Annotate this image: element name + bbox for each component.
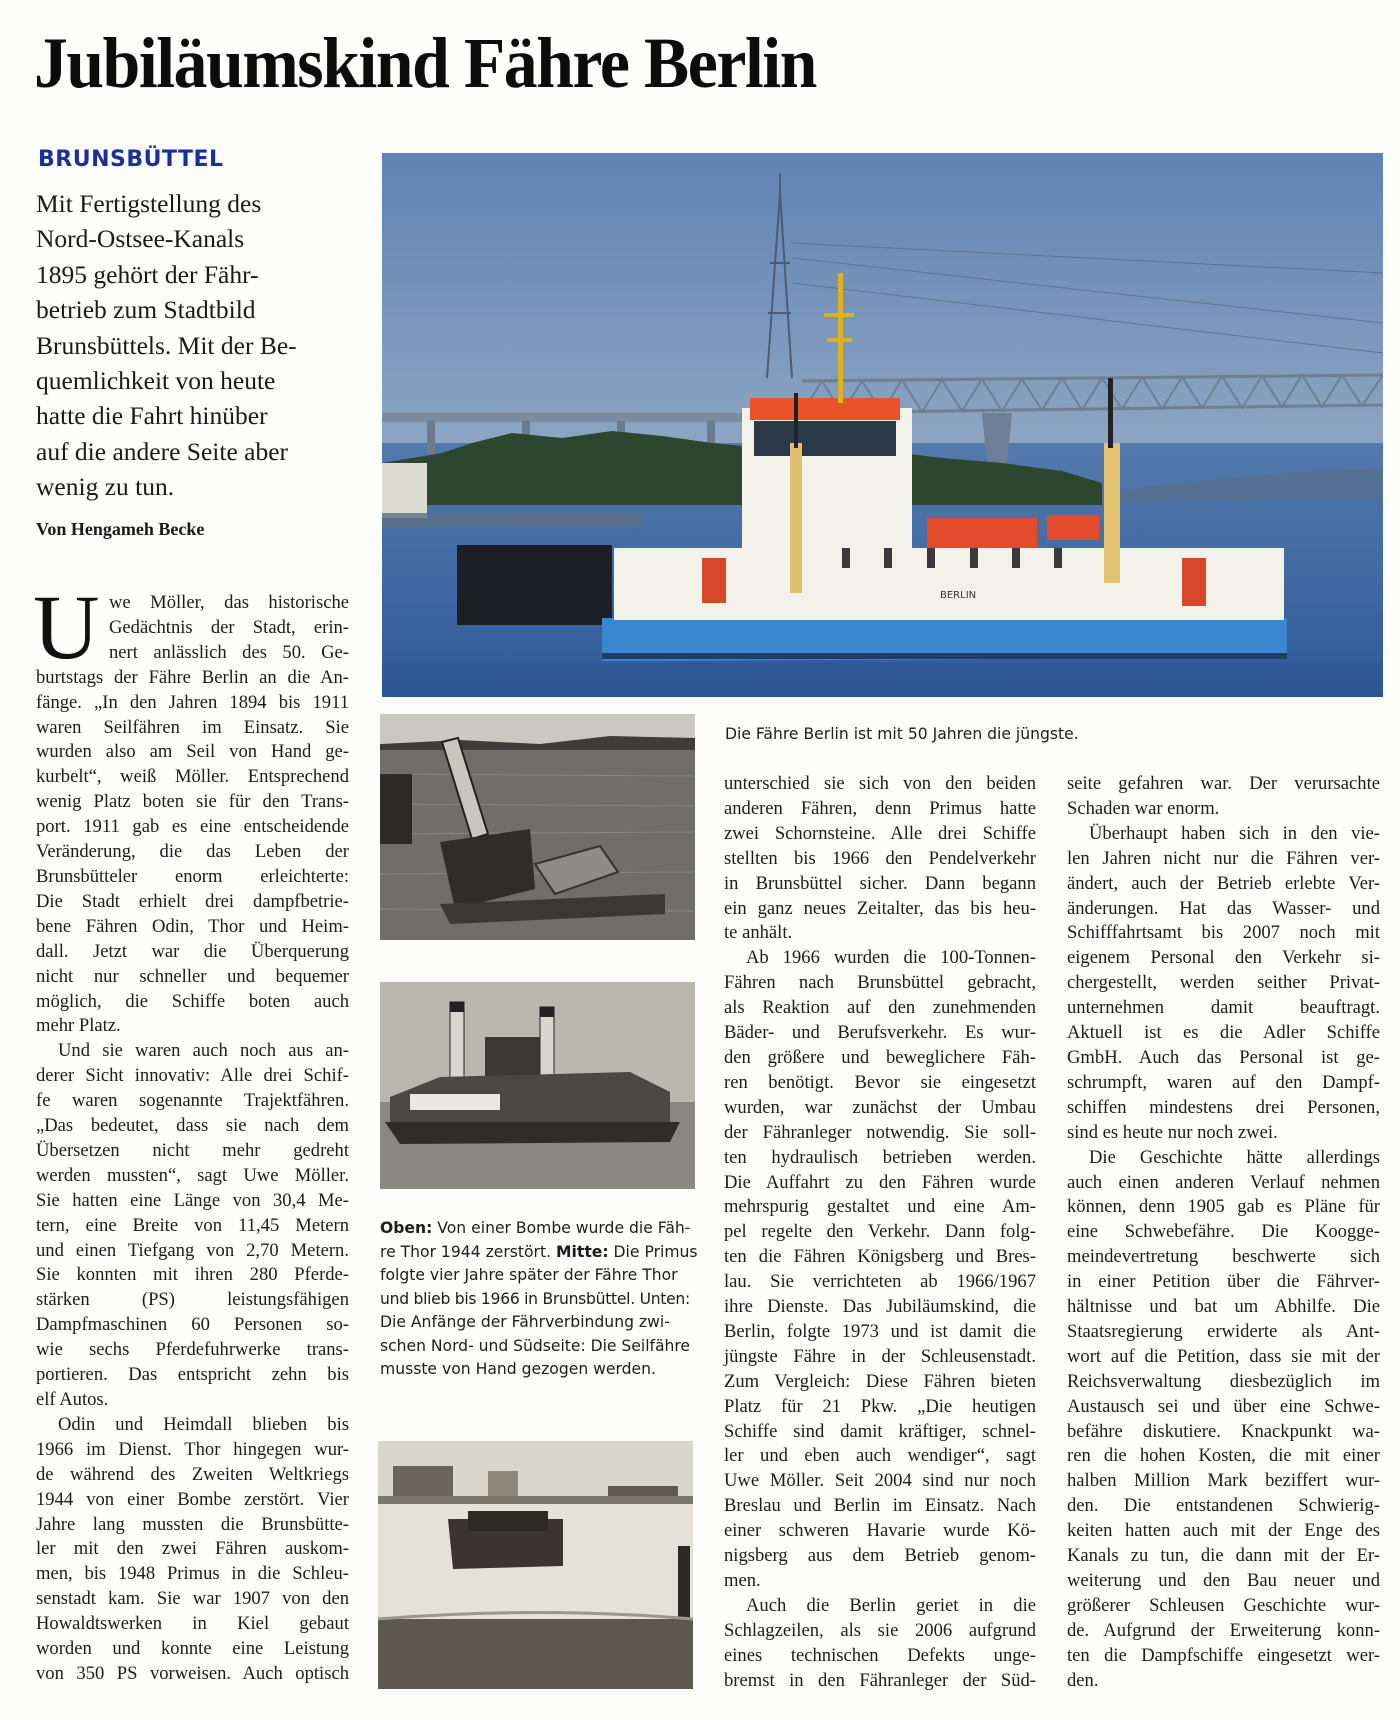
body-line: ten die Fähren Königsberg und Bres-: [724, 1246, 1036, 1268]
body-line: ein ganz neues Zeitalter, das bis heu-: [724, 897, 1036, 919]
body-line: Zum Vergleich: Diese Fähren bieten: [724, 1370, 1036, 1392]
caption-label-mitte: Mitte:: [556, 1242, 609, 1261]
body-line: anderen Fähren, denn Primus hatte: [724, 797, 1036, 819]
body-line: senstadt kam. Sie war 1907 von den: [36, 1588, 349, 1610]
bridge-deck: [382, 413, 802, 422]
body-column-3: [724, 772, 1036, 1694]
body-line: bremst in den Fähranleger der Süd-: [724, 1669, 1036, 1691]
caption-text: Von einer Bombe wurde die Fäh-: [432, 1219, 691, 1237]
body-line: eines technischen Defekts unge-: [724, 1644, 1036, 1666]
body-line: Austausch sei und über eine Schwe-: [1067, 1395, 1380, 1417]
photo-primus: [380, 982, 695, 1189]
body-line: ler und eben auch wendiger“, sagt: [724, 1445, 1036, 1467]
body-line: Uwe Möller. Seit 2004 sind nur noch: [724, 1470, 1036, 1492]
body-line: Brunsbütteler enorm erleichterte:: [36, 865, 349, 887]
body-line: Übersetzen nicht mehr gedreht: [36, 1139, 349, 1161]
bridge-windows: [754, 421, 896, 456]
body-line: „Das bedeutet, dass sie nach dem: [36, 1115, 349, 1137]
body-line: änderungen. Hat das Wasser- und: [1067, 897, 1380, 919]
body-line: lau. Sie verrichteten ab 1966/1967: [724, 1271, 1036, 1293]
body-line: Howaldtswerken in Kiel gebaut: [36, 1613, 349, 1635]
body-line: größerer Schleusen Geschichte wur-: [1067, 1594, 1380, 1616]
body-line: Odin und Heimdall blieben bis: [58, 1413, 349, 1435]
body-line: Bäder- und Berufsverkehr. Es wur-: [724, 1022, 1036, 1044]
body-line: werden mussten“, sagt Uwe Möller.: [36, 1164, 349, 1186]
body-line: eine Schwebefähre. Die Kooggе-: [1067, 1221, 1380, 1243]
lead-line: Mit Fertigstellung des: [36, 189, 262, 218]
body-line: unternehmen damit beauftragt.: [1067, 997, 1380, 1019]
body-line: einer schweren Havarie wurde Kö-: [724, 1520, 1036, 1542]
body-line: nigsberg aus dem Betrieb genom-: [724, 1545, 1036, 1567]
body-line: auch einen anderen Verlauf nehmen: [1067, 1171, 1380, 1193]
body-line: elf Autos.: [36, 1389, 109, 1410]
body-line: te anhält.: [724, 922, 793, 944]
body-line: Sie konnten mit ihren 280 Pferde-: [36, 1264, 349, 1286]
body-line: worden und konnte eine Leistung: [36, 1638, 349, 1660]
body-line: von 350 PS vorweisen. Auch optisch: [36, 1662, 349, 1684]
body-line: men.: [724, 1570, 761, 1591]
body-line: Schaden war enorm.: [1067, 797, 1220, 819]
caption-line: schen Nord- und Südseite: Die Seilfähre: [380, 1336, 691, 1355]
bridge-roof: [750, 398, 900, 420]
body-line: Schiffe sind damit kräftiger, schnel-: [724, 1420, 1036, 1442]
caption-text: Die Primus: [608, 1242, 698, 1261]
body-line: ren benötigt. Bevor sie eingesetzt: [724, 1071, 1036, 1093]
drop-cap: U: [33, 576, 100, 678]
caption-line: musste von Hand gezogen werden.: [380, 1360, 656, 1378]
body-line: Fähren nach Brunsbüttel gebracht,: [724, 972, 1036, 994]
lead-line: auf die andere Seite aber: [36, 436, 289, 466]
body-line: Dampfmaschinen 60 Personen so-: [36, 1314, 349, 1336]
body-line: waren Seilfähren im Einsatz. Sie: [36, 716, 349, 738]
body-line: nert anlässlich des 50. Ge-: [109, 641, 349, 663]
body-line: ten hydraulisch betrieben werden.: [724, 1146, 1036, 1168]
body-line: Staatsregierung erwiderte als Ant-: [1067, 1320, 1380, 1342]
ramp: [457, 545, 612, 625]
body-line: Die Geschichte hätte allerdings: [1089, 1146, 1380, 1168]
body-line: mehr Platz.: [36, 1015, 121, 1037]
lead-line: wenig zu tun.: [36, 472, 175, 502]
body-column-4: [1067, 772, 1380, 1694]
body-line: zwei Schornsteine. Alle drei Schiffe: [724, 822, 1036, 844]
body-line: in Brunsbüttel sicher. Dann begann: [724, 872, 1036, 894]
body-line: wort auf die Petition, dass sie mit der: [1067, 1345, 1380, 1367]
body-line: ler mit den zwei Fähren auskom-: [36, 1538, 349, 1560]
caption-line: Die Anfänge der Fährverbindung zwi-: [380, 1313, 670, 1331]
caption-line: und blieb bis 1966 in Brunsbüttel. Unten:: [380, 1289, 690, 1308]
body-line: Die Stadt erhielt drei dampfbetrie-: [36, 890, 349, 912]
body-line: Veränderung, die das Leben der: [36, 841, 349, 863]
body-line: fänge. „In den Jahren 1894 bis 1911: [36, 691, 349, 713]
body-line: fe waren sogenannte Trajektfähren.: [36, 1090, 349, 1112]
body-line: schiffen mindestens drei Personen,: [1067, 1096, 1380, 1118]
body-line: stärken (PS) leistungsfähigen: [36, 1289, 349, 1311]
body-line: jüngste Fähre in der Schleusenstadt.: [724, 1345, 1036, 1367]
photo-thor-destroyed: [380, 714, 695, 940]
article-headline: Jubiläumskind Fähre Berlin: [34, 23, 816, 103]
photo-ferry-berlin: [382, 153, 1383, 697]
body-line: sind es heute nur noch zwei.: [1067, 1121, 1278, 1143]
body-line: den. Die entstandenen Schwierig-: [1067, 1495, 1380, 1517]
body-line: Ab 1966 wurden die 100-Tonnen-: [746, 947, 1036, 969]
body-line: ihre Dienste. Das Jubiläumskind, die: [724, 1296, 1036, 1318]
caption-label-oben: Oben:: [380, 1219, 433, 1237]
body-line: seite gefahren war. Der verursachte: [1067, 773, 1380, 794]
body-line: pel regelte den Verkehr. Dann folg-: [724, 1221, 1036, 1243]
body-line: dall. Jetzt war die Überquerung: [36, 940, 349, 962]
body-line: Berlin, folgte 1973 und ist damit die: [724, 1320, 1036, 1342]
photo-caption-main: Die Fähre Berlin ist mit 50 Jahren die jüngste.: [725, 725, 1079, 743]
body-line: Jahre lang mussten die Brunsbütte-: [36, 1513, 349, 1535]
body-line: men, bis 1948 Primus in die Schleu-: [36, 1563, 349, 1585]
lead-line: hatte die Fahrt hinüber: [36, 401, 268, 431]
body-line: de. Aufgrund der Erweiterung konn-: [1067, 1619, 1380, 1641]
body-line: ändert, auch der Betrieb erlebte Ver-: [1067, 872, 1380, 894]
body-line: Schlagzeilen, als sie 2006 aufgrund: [724, 1619, 1036, 1641]
body-line: tern, eine Breite von 11,45 Metern: [36, 1214, 349, 1236]
body-line: chergestellt, werden seither Privat-: [1067, 972, 1380, 994]
body-line: wurden, war zunächst der Umbau: [724, 1096, 1036, 1118]
pier: [382, 513, 642, 527]
body-line: portieren. Das entspricht zehn bis: [36, 1364, 349, 1386]
body-line: ren die hohen Kosten, die mit einer: [1067, 1445, 1380, 1467]
caption-text: re Thor 1944 zerstört.: [380, 1242, 556, 1261]
body-column-1: [36, 591, 349, 1687]
body-line: schrumpft, waren auf den Dampf-: [1067, 1071, 1380, 1093]
body-line: wie sechs Pferdefuhrwerke trans-: [36, 1339, 349, 1361]
body-line: Breslau und Berlin im Einsatz. Nach: [724, 1495, 1036, 1517]
body-line: Die Auffahrt zu den Fähren wurde: [724, 1171, 1036, 1193]
funnel-left: [790, 443, 802, 593]
body-line: wurden also am Seil von Hand ge-: [36, 741, 349, 763]
body-line: Reichsverwaltung diesbezüglich im: [1067, 1370, 1380, 1392]
article-lead: [36, 186, 356, 505]
body-line: burtstags der Fähre Berlin an die An-: [36, 666, 349, 688]
body-line: de während des Zweiten Weltkriegs: [36, 1463, 349, 1485]
body-line: port. 1911 gab es eine entscheidende: [36, 816, 349, 838]
body-line: GmbH. Auch das Personal ist ge-: [1067, 1046, 1380, 1068]
lead-line: Brunsbüttels. Mit der Be-: [36, 330, 297, 360]
body-line: der Fähranleger notwendig. Sie soll-: [724, 1121, 1036, 1143]
body-line: Gedächtnis der Stadt, erin-: [109, 616, 349, 638]
body-line: kurbelt“, weiß Möller. Entsprechend: [36, 766, 349, 788]
photo-caption-historic: [380, 1217, 698, 1382]
body-line: weiterung und den Bau neuer und: [1067, 1570, 1380, 1591]
body-line: Auch die Berlin geriet in die: [746, 1594, 1036, 1616]
body-line: eigenem Personal den Verkehr si-: [1067, 947, 1380, 969]
body-line: wenig Platz boten sie für den Trans-: [36, 791, 349, 813]
body-line: hältnisse und bat um Abhilfe. Die: [1067, 1296, 1380, 1318]
body-line: unterschied sie sich von den beiden: [724, 773, 1036, 794]
body-line: we Möller, das historische: [109, 592, 349, 613]
body-line: derer Sicht innovativ: Alle drei Schif-: [36, 1065, 349, 1087]
body-line: nicht nur schneller und bequemer: [36, 965, 349, 987]
body-line: meindevertretung beschwerte sich: [1067, 1246, 1380, 1268]
body-line: können, denn 1905 gab es Pläne für: [1067, 1196, 1380, 1218]
ship-name-label: BERLIN: [940, 590, 977, 601]
body-line: halben Million Mark beziffert wur-: [1067, 1470, 1380, 1492]
body-line: mehrspurig gestaltet und eine Am-: [724, 1196, 1036, 1218]
body-line: möglich, die Schiffe boten auch: [36, 990, 349, 1012]
body-line: Überhaupt haben sich in den vie-: [1089, 822, 1380, 844]
body-line: den größere und beweglichere Fäh-: [724, 1046, 1036, 1068]
body-line: Platz für 21 Pkw. „Die heutigen: [724, 1395, 1036, 1417]
body-line: den.: [1067, 1669, 1099, 1691]
body-line: stellten bis 1966 den Pendelverkehr: [724, 847, 1036, 869]
body-line: ten die Dampfschiffe eingesetzt wer-: [1067, 1644, 1380, 1666]
lead-line: betrieb zum Stadtbild: [36, 295, 256, 325]
photo-rope-ferry: [378, 1441, 693, 1689]
shore-building: [382, 463, 427, 518]
funnel-right: [1104, 443, 1120, 583]
dateline: BRUNSBÜTTEL: [38, 147, 224, 172]
body-line: und einen Tiefgang von 2,70 Metern.: [36, 1239, 349, 1261]
lead-line: 1895 gehört der Fähr-: [36, 259, 259, 289]
lead-line: quemlichkeit von heute: [36, 366, 276, 396]
body-line: Und sie waren auch noch aus an-: [58, 1040, 349, 1062]
body-line: Kanals zu tun, die dann mit der Er-: [1067, 1545, 1380, 1567]
body-line: len Jahren nicht nur die Fähren ver-: [1067, 847, 1380, 869]
body-line: als Reaktion auf den zunehmenden: [724, 997, 1036, 1019]
byline: Von Hengameh Becke: [36, 519, 205, 539]
body-line: 1966 im Dienst. Thor hingegen wur-: [36, 1438, 349, 1460]
body-line: befähre diskutiere. Knackpunkt wa-: [1067, 1420, 1380, 1442]
caption-line: folgte vier Jahre später der Fähre Thor: [380, 1266, 678, 1284]
body-line: in einer Petition über die Fährver-: [1067, 1271, 1380, 1293]
body-line: keiten hatten auch mit der Enge des: [1067, 1520, 1380, 1542]
body-line: bene Fähren Odin, Thor und Heim-: [36, 915, 349, 937]
body-line: Sie hatten eine Länge von 30,4 Me-: [36, 1189, 349, 1211]
body-line: 1944 von einer Bombe zerstört. Vier: [36, 1488, 349, 1510]
lead-line: Nord-Ostsee-Kanals: [36, 224, 245, 254]
body-line: Schifffahrtsamt bis 2007 noch mit: [1067, 922, 1380, 944]
body-line: Aktuell ist es die Adler Schiffe: [1067, 1022, 1380, 1044]
